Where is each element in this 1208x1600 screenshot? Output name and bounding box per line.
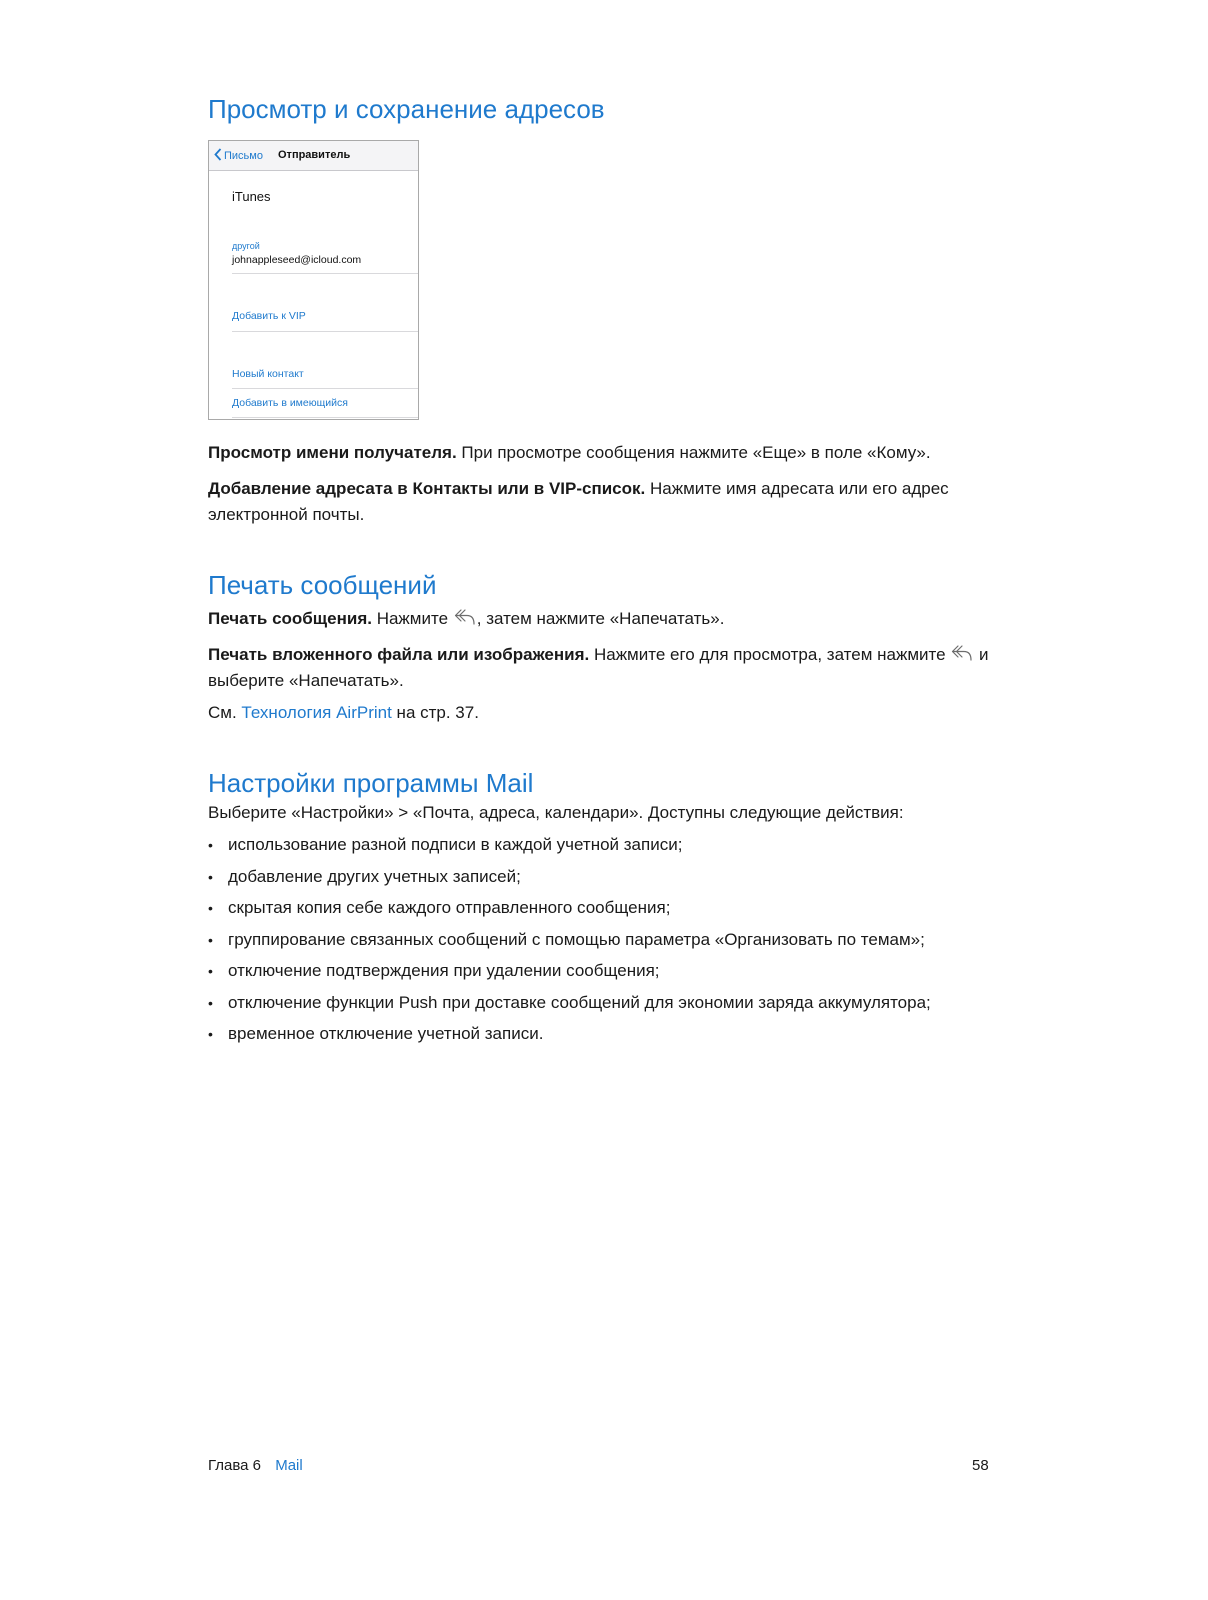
paragraph-print-message: [208, 606, 998, 632]
screenshot-add-vip: Добавить к VIP: [232, 310, 306, 322]
paragraph-print-attachment: [208, 642, 998, 694]
list-item-text: скрытая копия себе каждого отправленного сообщения;: [228, 898, 671, 917]
screenshot-divider: [232, 417, 418, 418]
screenshot-back-label: Письмо: [224, 150, 263, 162]
paragraph-view-recipient: [208, 440, 998, 466]
paragraph-text: Нажмите его для просмотра, затем нажмите: [589, 645, 951, 664]
paragraph-settings-intro: Выберите «Настройки» > «Почта, адреса, календари». Доступны следующие действия:: [208, 803, 904, 822]
screenshot-email-type: другой: [232, 241, 260, 251]
reply-icon: [950, 644, 974, 662]
page-number: 58: [972, 1457, 989, 1474]
airprint-link[interactable]: Технология AirPrint: [241, 703, 392, 722]
screenshot-divider: [232, 273, 418, 274]
list-item-text: группирование связанных сообщений с помощью параметра «Организовать по темам»;: [228, 929, 925, 949]
chevron-left-icon: [214, 148, 224, 164]
chapter-name-link[interactable]: Mail: [275, 1457, 303, 1474]
paragraph-text: Нажмите имя адресата или его адрес электронной почты.: [208, 479, 949, 524]
paragraph-text: на стр. 37.: [391, 703, 479, 722]
bullet-icon: •: [208, 963, 213, 979]
reply-icon: [453, 608, 477, 626]
paragraph-text: и выберите «Напечатать».: [208, 645, 989, 690]
list-item: [208, 864, 931, 896]
paragraph-lead: Добавление адресата в Контакты или в VIP-список.: [208, 479, 646, 498]
screenshot-back-button: [214, 148, 263, 164]
screenshot-contact-name: iTunes: [232, 189, 271, 204]
list-item: [208, 990, 931, 1022]
list-item: [208, 927, 931, 959]
list-item-text: временное отключение учетной записи.: [228, 1024, 544, 1043]
paragraph-text: Нажмите: [371, 609, 453, 628]
bullet-icon: •: [208, 837, 213, 853]
paragraph-see-also: [208, 700, 998, 726]
list-item: [208, 895, 931, 927]
screenshot-divider: [232, 331, 418, 332]
list-item: [208, 1021, 931, 1053]
screenshot-nav-bar: [209, 141, 418, 171]
bullet-icon: •: [208, 931, 213, 948]
screenshot-add-existing: Добавить в имеющийся: [232, 397, 348, 409]
paragraph-lead: Печать вложенного файла или изображения.: [208, 645, 590, 664]
paragraph-add-recipient: [208, 476, 998, 528]
settings-bullet-list: [208, 832, 931, 1053]
screenshot-new-contact: Новый контакт: [232, 368, 304, 380]
screenshot-email: johnappleseed@icloud.com: [232, 254, 362, 266]
list-item-text: отключение подтверждения при удалении сообщения;: [228, 961, 660, 980]
screenshot-divider: [232, 388, 418, 389]
section-title-addresses: Просмотр и сохранение адресов: [208, 94, 605, 124]
paragraph-lead: Печать сообщения.: [208, 609, 372, 628]
chapter-label: Глава 6: [208, 1457, 262, 1474]
bullet-icon: •: [208, 994, 213, 1011]
section-title-settings: Настройки программы Mail: [208, 768, 534, 798]
bullet-icon: •: [208, 868, 213, 885]
sender-screenshot: [208, 140, 419, 420]
list-item-text: использование разной подписи в каждой учетной записи;: [228, 835, 683, 854]
list-item-text: отключение функции Push при доставке сообщений для экономии заряда аккумулятора;: [228, 992, 931, 1012]
paragraph-lead: Просмотр имени получателя.: [208, 443, 457, 462]
page-footer-chapter: [208, 1456, 303, 1476]
list-item: [208, 832, 931, 864]
paragraph-text: См.: [208, 703, 242, 722]
bullet-icon: •: [208, 1026, 213, 1042]
screenshot-nav-title: Отправитель: [278, 149, 351, 161]
paragraph-text: , затем нажмите «Напечатать».: [476, 609, 725, 628]
paragraph-text: При просмотре сообщения нажмите «Еще» в поле «Кому».: [456, 443, 931, 462]
list-item: [208, 958, 931, 990]
list-item-text: добавление других учетных записей;: [228, 866, 521, 886]
bullet-icon: •: [208, 900, 213, 916]
section-title-printing: Печать сообщений: [208, 570, 437, 600]
